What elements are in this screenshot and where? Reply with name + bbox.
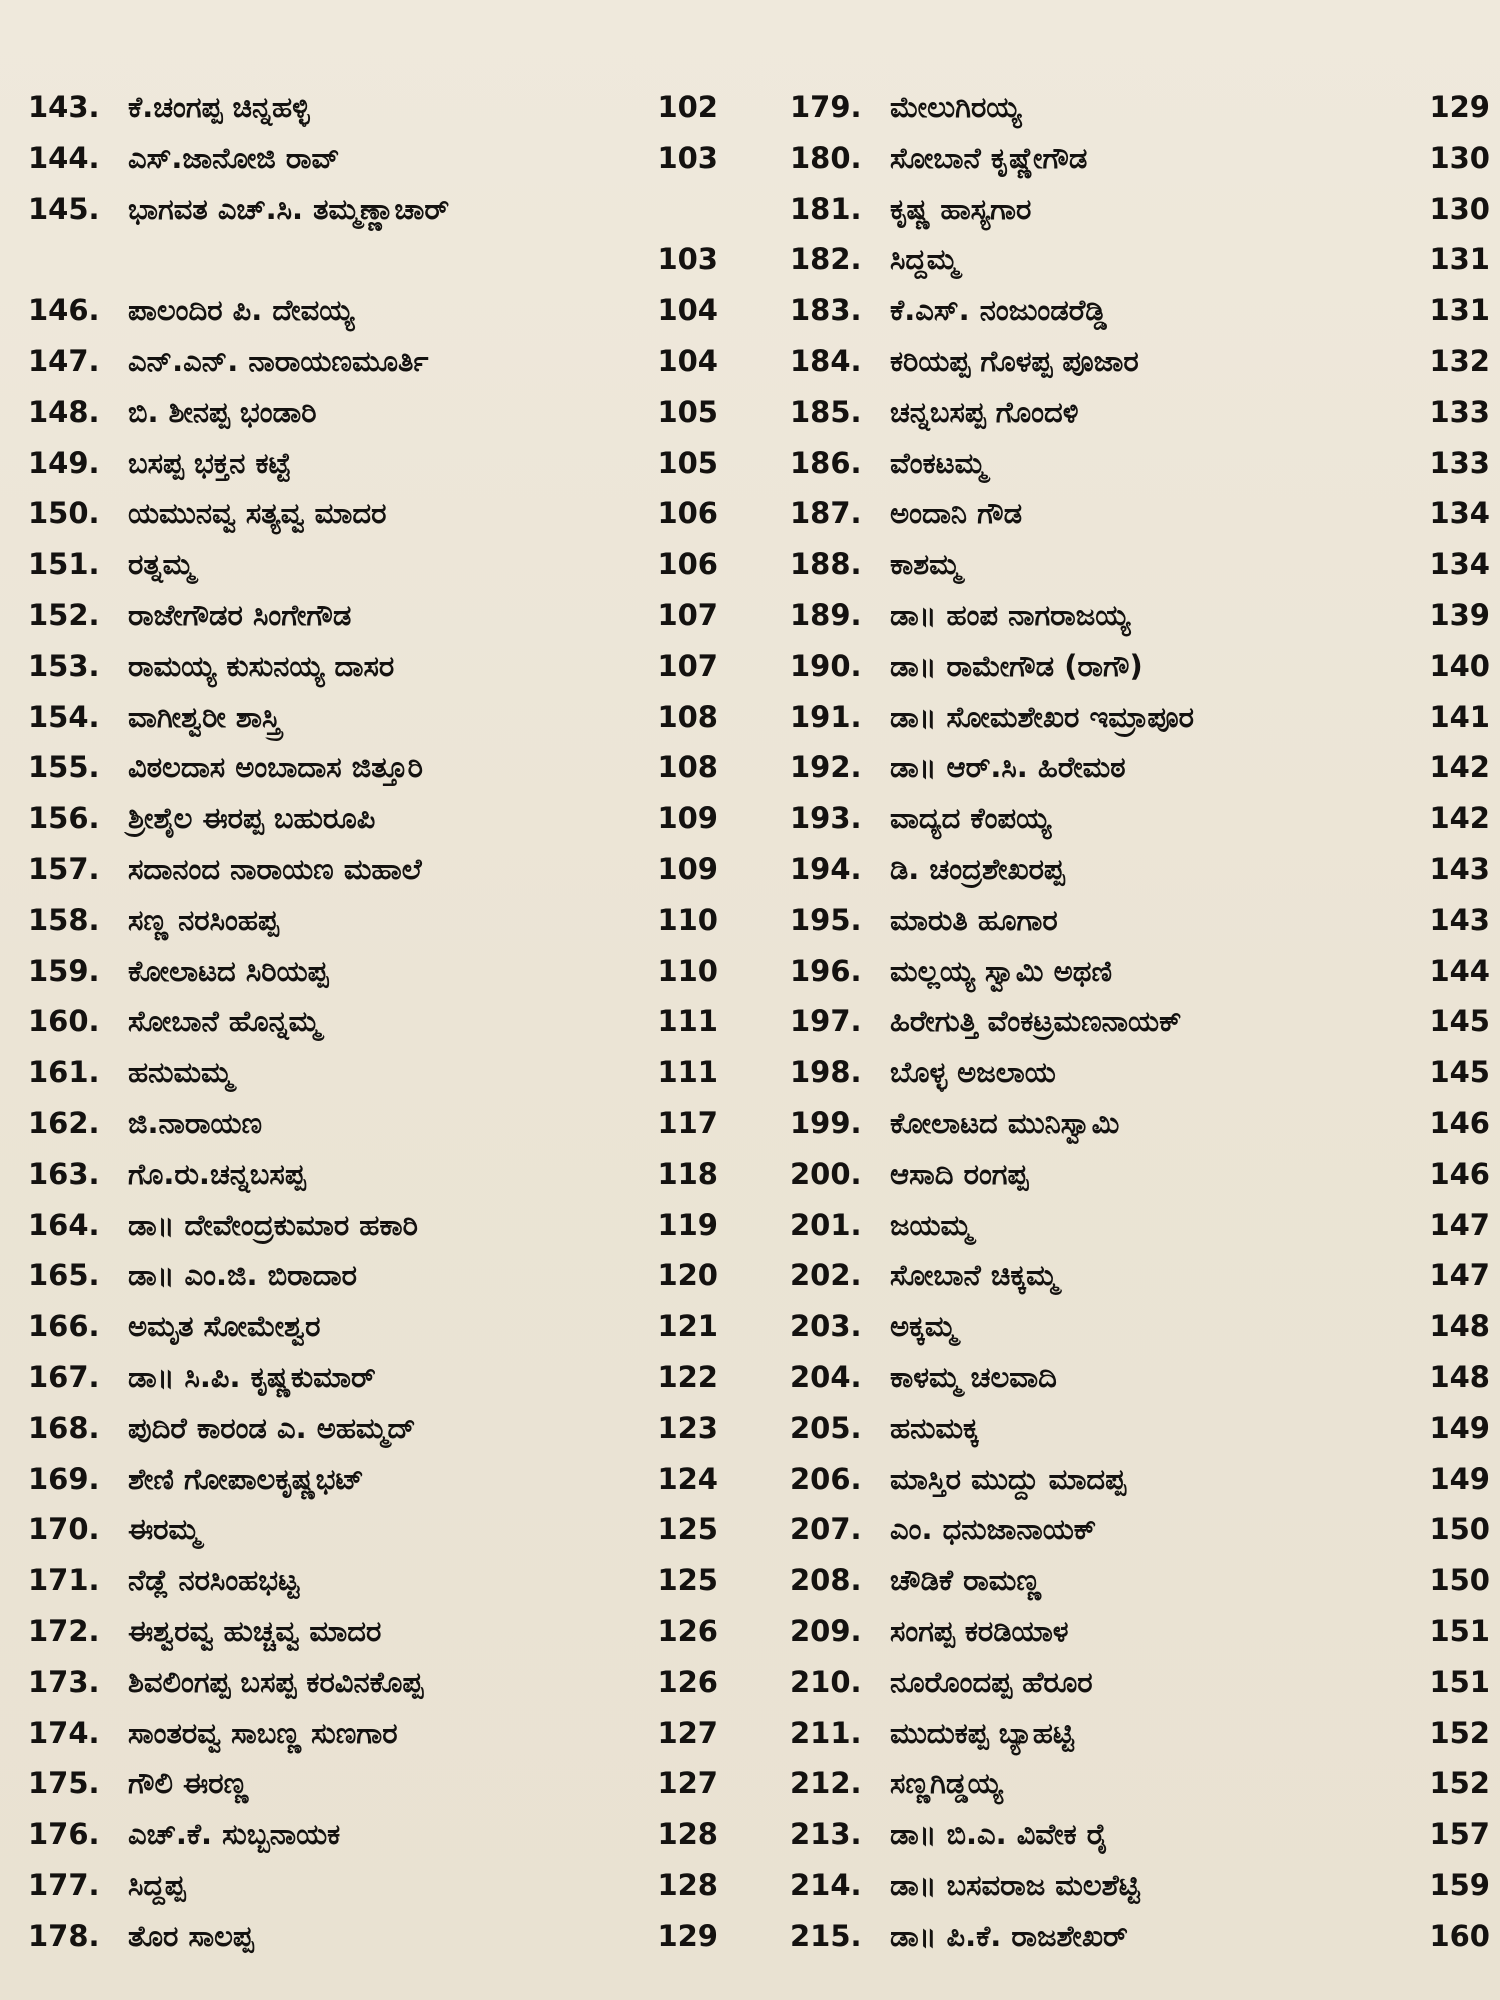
- entry-name: ಮಲ್ಲಯ್ಯ ಸ್ವಾಮಿ ಅಥಣಿ: [890, 953, 1113, 988]
- entry-page: 124: [657, 1461, 718, 1496]
- entry-name: ಡಾ॥ ಸಿ.ಪಿ. ಕೃಷ್ಣಕುಮಾರ್: [128, 1359, 376, 1394]
- entry-page: 105: [657, 445, 718, 480]
- entry-number: 200.: [790, 1156, 862, 1191]
- entry-number: 177.: [28, 1867, 100, 1902]
- index-entry: [790, 1606, 1490, 1657]
- index-entry: [28, 1403, 718, 1454]
- entry-number: 171.: [28, 1563, 100, 1598]
- entry-number: 197.: [790, 1004, 862, 1039]
- entry-number: 149.: [28, 445, 100, 480]
- entry-name: ನೆಡ್ಲೆ ನರಸಿಂಹಭಟ್ಟ: [128, 1563, 300, 1598]
- entry-number: 153.: [28, 648, 100, 683]
- entry-name: ಸಣ್ಣಗಿಡ್ಡಯ್ಯ: [890, 1766, 1003, 1801]
- index-entry: [790, 692, 1490, 743]
- entry-name: ಗೌಲಿ ಈರಣ್ಣ: [128, 1766, 249, 1801]
- entry-name: ಎಂ. ಧನುಜಾನಾಯಕ್: [890, 1512, 1097, 1547]
- entry-number: 169.: [28, 1461, 100, 1496]
- entry-page: 152: [1429, 1766, 1490, 1801]
- entry-page: 145: [1429, 1004, 1490, 1039]
- entry-name: ಕರಿಯಪ್ಪ ಗೊಳಪ್ಪ ಪೂಜಾರ: [890, 343, 1139, 378]
- entry-page: 110: [657, 902, 718, 937]
- index-entry: [28, 1911, 718, 1962]
- entry-number: 182.: [790, 242, 862, 277]
- entry-number: 199.: [790, 1105, 862, 1140]
- entry-number: 159.: [28, 953, 100, 988]
- entry-page: 107: [657, 648, 718, 683]
- entry-name: ತೊರ ಸಾಲಪ್ಪ: [128, 1918, 254, 1953]
- entry-name: ಅಮೃತ ಸೋಮೇಶ್ವರ: [128, 1309, 321, 1344]
- entry-name: ಡಾ॥ ಹಂಪ ನಾಗರಾಜಯ್ಯ: [890, 597, 1131, 632]
- entry-number: 193.: [790, 801, 862, 836]
- entry-number: 156.: [28, 801, 100, 836]
- entry-page: 121: [657, 1309, 718, 1344]
- index-entry: [28, 1454, 718, 1505]
- entry-page: 117: [657, 1105, 718, 1140]
- index-entry: [790, 1708, 1490, 1759]
- entry-name: ರಾಜೇಗೌಡರ ಸಿಂಗೇಗೌಡ: [128, 597, 352, 632]
- entry-name: ಸಂಗಪ್ಪ ಕರಡಿಯಾಳ: [890, 1613, 1069, 1648]
- entry-name: ಪಾಲಂದಿರ ಪಿ. ದೇವಯ್ಯ: [128, 293, 355, 328]
- entry-page: 130: [1429, 191, 1490, 226]
- entry-name: ಸೋಬಾನೆ ಕೃಷ್ಣೇಗೌಡ: [890, 140, 1088, 175]
- index-entry: [790, 387, 1490, 438]
- entry-page: 127: [657, 1715, 718, 1750]
- entry-page: 151: [1429, 1664, 1490, 1699]
- left-column: [28, 82, 718, 1961]
- entry-number: 168.: [28, 1410, 100, 1445]
- entry-number: 214.: [790, 1867, 862, 1902]
- entry-page: 151: [1429, 1613, 1490, 1648]
- entry-number: 167.: [28, 1359, 100, 1394]
- entry-name: ಚನ್ನಬಸಪ್ಪ ಗೊಂದಳಿ: [890, 394, 1079, 429]
- entry-number: 213.: [790, 1817, 862, 1852]
- index-entry: [28, 184, 718, 235]
- entry-page: 122: [657, 1359, 718, 1394]
- entry-number: 202.: [790, 1258, 862, 1293]
- entry-page: 106: [657, 547, 718, 582]
- entry-number: 190.: [790, 648, 862, 683]
- right-column: [790, 82, 1490, 1961]
- index-entry: [28, 692, 718, 743]
- entry-number: 185.: [790, 394, 862, 429]
- entry-page: 130: [1429, 140, 1490, 175]
- entry-name: ವಿಠಲದಾಸ ಅಂಬಾದಾಸ ಜಿತ್ತೂರಿ: [128, 750, 423, 785]
- index-entry: [790, 996, 1490, 1047]
- entry-page: 107: [657, 597, 718, 632]
- index-entry: [790, 285, 1490, 336]
- entry-name: ಹಿರೇಗುತ್ತಿ ವೆಂಕಟ್ರಮಣನಾಯಕ್: [890, 1004, 1182, 1039]
- index-entry: [790, 1860, 1490, 1911]
- index-entry: [28, 387, 718, 438]
- entry-page: 123: [657, 1410, 718, 1445]
- entry-page: 131: [1429, 293, 1490, 328]
- index-entry: [790, 488, 1490, 539]
- entry-page: 120: [657, 1258, 718, 1293]
- entry-name: ಚೌಡಿಕೆ ರಾಮಣ್ಣ: [890, 1563, 1041, 1598]
- entry-page: 109: [657, 801, 718, 836]
- entry-page: 133: [1429, 394, 1490, 429]
- entry-page: 159: [1429, 1867, 1490, 1902]
- entry-number: 178.: [28, 1918, 100, 1953]
- index-entry: [28, 1708, 718, 1759]
- entry-page: 144: [1429, 953, 1490, 988]
- entry-page: 149: [1429, 1461, 1490, 1496]
- index-entry: [28, 285, 718, 336]
- entry-number: 146.: [28, 293, 100, 328]
- index-entry: [790, 438, 1490, 489]
- index-entry: [790, 133, 1490, 184]
- index-entry: [28, 1352, 718, 1403]
- entry-name: ಡಾ॥ ದೇವೇಂದ್ರಕುಮಾರ ಹಕಾರಿ: [128, 1207, 418, 1242]
- entry-page: 147: [1429, 1258, 1490, 1293]
- entry-page: 134: [1429, 547, 1490, 582]
- index-entry: [790, 844, 1490, 895]
- entry-page: 105: [657, 394, 718, 429]
- entry-number: 173.: [28, 1664, 100, 1699]
- entry-number: 143.: [28, 90, 100, 124]
- entry-number: 205.: [790, 1410, 862, 1445]
- index-entry: [28, 1301, 718, 1352]
- index-entry: [28, 1504, 718, 1555]
- entry-page: 160: [1429, 1918, 1490, 1953]
- index-entry: [790, 234, 1490, 285]
- entry-name: ರತ್ನಮ್ಮ: [128, 547, 195, 582]
- index-entry: [790, 1200, 1490, 1251]
- index-entry: [28, 946, 718, 997]
- entry-page: 150: [1429, 1563, 1490, 1598]
- entry-number: 166.: [28, 1309, 100, 1344]
- entry-name: ಎಸ್.ಜಾನೋಜಿ ರಾವ್: [128, 140, 340, 175]
- entry-name: ಬಿ. ಶೀನಪ್ಪ ಭಂಡಾರಿ: [128, 394, 317, 429]
- entry-name: ಡಾ॥ ರಾಮೇಗೌಡ (ರಾಗೌ): [890, 648, 1143, 683]
- entry-name: ಅಕ್ಕಮ್ಮ: [890, 1309, 957, 1344]
- entry-number: 188.: [790, 547, 862, 582]
- index-entry: [790, 793, 1490, 844]
- entry-name: ಭಾಗವತ ಎಚ್.ಸಿ. ತಮ್ಮಣ್ಣಾಚಾರ್: [128, 191, 450, 226]
- entry-number: 152.: [28, 597, 100, 632]
- index-entry: [28, 1200, 718, 1251]
- entry-name: ಸೋಬಾನೆ ಚಿಕ್ಕಮ್ಮ: [890, 1258, 1058, 1293]
- index-entry: [790, 1657, 1490, 1708]
- entry-name: ಕೃಷ್ಣ ಹಾಸ್ಯಗಾರ: [890, 191, 1032, 226]
- index-entry: [790, 1758, 1490, 1809]
- entry-number: 207.: [790, 1512, 862, 1547]
- entry-name: ಯಮುನವ್ವ ಸತ್ಯವ್ವ ಮಾದರ: [128, 496, 387, 531]
- entry-page: 108: [657, 699, 718, 734]
- index-entry: [28, 488, 718, 539]
- entry-number: 206.: [790, 1461, 862, 1496]
- entry-name: ಡಾ॥ ಸೋಮಶೇಖರ ಇಮ್ರಾಪೂರ: [890, 699, 1194, 734]
- entry-name: ಆಸಾದಿ ರಂಗಪ್ಪ: [890, 1156, 1029, 1191]
- entry-number: 204.: [790, 1359, 862, 1394]
- index-entry: [28, 1047, 718, 1098]
- entry-page: 118: [657, 1156, 718, 1191]
- entry-name: ವಾದ್ಯದ ಕೆಂಪಯ್ಯ: [890, 801, 1052, 836]
- entry-page: 125: [657, 1512, 718, 1547]
- entry-name: ರಾಮಯ್ಯ ಕುಸುನಯ್ಯ ದಾಸರ: [128, 648, 395, 683]
- entry-page: 102: [657, 90, 718, 124]
- entry-name: ಅಂದಾನಿ ಗೌಡ: [890, 496, 1023, 531]
- entry-page: 148: [1429, 1359, 1490, 1394]
- entry-name: ಕೆ.ಎಸ್. ನಂಜುಂಡರೆಡ್ಡಿ: [890, 293, 1107, 328]
- entry-number: 209.: [790, 1613, 862, 1648]
- index-entry: [28, 438, 718, 489]
- entry-number: 208.: [790, 1563, 862, 1598]
- entry-page: 143: [1429, 851, 1490, 886]
- index-entry: [28, 1860, 718, 1911]
- entry-name: ಪುದಿರೆ ಕಾರಂಡ ಎ. ಅಹಮ್ಮದ್: [128, 1410, 416, 1445]
- index-entry: [28, 336, 718, 387]
- entry-page: 146: [1429, 1105, 1490, 1140]
- entry-number: 147.: [28, 343, 100, 378]
- entry-name: ನೂರೊಂದಪ್ಪ ಹೆರೂರ: [890, 1664, 1093, 1699]
- entry-number: 211.: [790, 1715, 862, 1750]
- entry-name: ಡಾ॥ ಬಸವರಾಜ ಮಲಶೆಟ್ಟಿ: [890, 1867, 1140, 1902]
- entry-number: 148.: [28, 394, 100, 429]
- entry-name: ಮಾಸ್ತಿರ ಮುದ್ದು ಮಾದಪ್ಪ: [890, 1461, 1126, 1496]
- entry-number: 194.: [790, 851, 862, 886]
- entry-number: 183.: [790, 293, 862, 328]
- entry-number: 179.: [790, 90, 862, 124]
- index-entry: [28, 1758, 718, 1809]
- entry-number: 157.: [28, 851, 100, 886]
- index-entry: [790, 184, 1490, 235]
- index-entry: [790, 1504, 1490, 1555]
- entry-number: 203.: [790, 1309, 862, 1344]
- entry-number: 163.: [28, 1156, 100, 1191]
- entry-page: 129: [657, 1918, 718, 1953]
- entry-page: 142: [1429, 801, 1490, 836]
- entry-name: ಸೋಬಾನೆ ಹೊನ್ನಮ್ಮ: [128, 1004, 321, 1039]
- entry-page: 119: [657, 1207, 718, 1242]
- entry-name: ಡಾ॥ ಬಿ.ಎ. ವಿವೇಕ ರೈ: [890, 1817, 1109, 1852]
- index-entry: [28, 1606, 718, 1657]
- entry-page: 128: [657, 1867, 718, 1902]
- entry-page: 125: [657, 1563, 718, 1598]
- entry-page: 109: [657, 851, 718, 886]
- index-entry: [28, 996, 718, 1047]
- entry-name: ಗೊ.ರು.ಚನ್ನಬಸಪ್ಪ: [128, 1156, 306, 1191]
- index-entry: [28, 1809, 718, 1860]
- index-entry: [790, 1149, 1490, 1200]
- index-entry: [28, 539, 718, 590]
- index-entry: [28, 895, 718, 946]
- entry-number: 215.: [790, 1918, 862, 1953]
- entry-name: ಕಾಶಮ್ಮ: [890, 547, 961, 582]
- entry-number: 176.: [28, 1817, 100, 1852]
- entry-number: 201.: [790, 1207, 862, 1242]
- entry-number: 210.: [790, 1664, 862, 1699]
- index-entry: [790, 1352, 1490, 1403]
- entry-number: 196.: [790, 953, 862, 988]
- entry-number: 145.: [28, 191, 100, 226]
- entry-name: ಕೋಲಾಟದ ಮುನಿಸ್ವಾಮಿ: [890, 1105, 1120, 1140]
- entry-name: ಸಣ್ಣ ನರಸಿಂಹಪ್ಪ: [128, 902, 279, 937]
- entry-number: 192.: [790, 750, 862, 785]
- entry-number: 154.: [28, 699, 100, 734]
- index-entry: [790, 1301, 1490, 1352]
- entry-number: 172.: [28, 1613, 100, 1648]
- index-entry: [28, 133, 718, 184]
- entry-number: 186.: [790, 445, 862, 480]
- entry-name: ಈಶ್ವರವ್ವ ಹುಚ್ಚವ್ವ ಮಾದರ: [128, 1613, 382, 1648]
- entry-name: ಡಿ. ಚಂದ್ರಶೇಖರಪ್ಪ: [890, 851, 1065, 886]
- entry-number: 212.: [790, 1766, 862, 1801]
- entry-page: 133: [1429, 445, 1490, 480]
- entry-name: ಈರಮ್ಮ: [128, 1512, 201, 1547]
- entry-name: ಶೇಣಿ ಗೋಪಾಲಕೃಷ್ಣಭಟ್: [128, 1461, 364, 1496]
- index-entry: [790, 895, 1490, 946]
- index-entry: [790, 742, 1490, 793]
- entry-number: 181.: [790, 191, 862, 226]
- entry-name: ಕೋಲಾಟದ ಸಿರಿಯಪ್ಪ: [128, 953, 329, 988]
- entry-name: ಮೇಲುಗಿರಯ್ಯ: [890, 90, 1022, 124]
- index-entry: [790, 539, 1490, 590]
- entry-name: ಸಿದ್ದಮ್ಮ: [890, 242, 959, 277]
- entry-page: 104: [657, 293, 718, 328]
- entry-page: 152: [1429, 1715, 1490, 1750]
- entry-name: ಕೆ.ಚಂಗಪ್ಪ ಚಿನ್ನಹಳ್ಳಿ: [128, 90, 310, 124]
- entry-name: ಬಸಪ್ಪ ಭಕ್ತನ ಕಟ್ಟೆ: [128, 445, 291, 480]
- entry-page: 150: [1429, 1512, 1490, 1547]
- index-entry: [28, 742, 718, 793]
- entry-page: 103: [657, 140, 718, 175]
- index-entry: [790, 1454, 1490, 1505]
- entry-number: 164.: [28, 1207, 100, 1242]
- index-entry: [790, 946, 1490, 997]
- entry-number: 144.: [28, 140, 100, 175]
- entry-name: ಹನುಮಕ್ಕ: [890, 1410, 979, 1445]
- entry-number: 180.: [790, 140, 862, 175]
- entry-page: 111: [657, 1055, 718, 1090]
- entry-number: 155.: [28, 750, 100, 785]
- entry-page: 134: [1429, 496, 1490, 531]
- entry-name: ಕಾಳಮ್ಮ ಚಲವಾದಿ: [890, 1359, 1057, 1394]
- index-entry: [790, 1250, 1490, 1301]
- entry-page: 106: [657, 496, 718, 531]
- index-entry: [28, 1149, 718, 1200]
- index-entry: [790, 1047, 1490, 1098]
- entry-page: 157: [1429, 1817, 1490, 1852]
- entry-name: ಸಾಂತರವ್ವ ಸಾಬಣ್ಣ ಸುಣಗಾರ: [128, 1715, 398, 1750]
- entry-number: 191.: [790, 699, 862, 734]
- index-entry: [790, 1809, 1490, 1860]
- index-entry: [28, 1657, 718, 1708]
- index-entry: [28, 793, 718, 844]
- index-entry-continuation: [28, 234, 718, 285]
- index-entry: [28, 82, 718, 133]
- entry-number: 175.: [28, 1766, 100, 1801]
- entry-name: ಡಾ॥ ಆರ್.ಸಿ. ಹಿರೇಮಠ: [890, 750, 1126, 785]
- entry-page: 145: [1429, 1055, 1490, 1090]
- entry-name: ಬೊಳ್ಳ ಅಜಲಾಯ: [890, 1055, 1056, 1090]
- index-entry: [28, 590, 718, 641]
- entry-page: 140: [1429, 648, 1490, 683]
- entry-name: ಜಿ.ನಾರಾಯಣ: [128, 1105, 263, 1140]
- entry-name: ಶ್ರೀಶೈಲ ಈರಪ್ಪ ಬಹುರೂಪಿ: [128, 801, 376, 836]
- entry-number: 187.: [790, 496, 862, 531]
- entry-page: 143: [1429, 902, 1490, 937]
- index-entry: [28, 1250, 718, 1301]
- index-entry: [790, 641, 1490, 692]
- entry-page: 127: [657, 1766, 718, 1801]
- index-entry: [790, 1403, 1490, 1454]
- entry-page: 126: [657, 1664, 718, 1699]
- entry-page: 104: [657, 343, 718, 378]
- entry-name: ಶಿವಲಿಂಗಪ್ಪ ಬಸಪ್ಪ ಕರವಿನಕೊಪ್ಪ: [128, 1664, 424, 1699]
- entry-number: 184.: [790, 343, 862, 378]
- entry-number: 158.: [28, 902, 100, 937]
- entry-name: ವೆಂಕಟಮ್ಮ: [890, 445, 987, 480]
- index-entry: [790, 82, 1490, 133]
- entry-number: 162.: [28, 1105, 100, 1140]
- entry-number: 161.: [28, 1055, 100, 1090]
- entry-name: ಮುದುಕಪ್ಪ ಬ್ಯಾಹಟ್ಟಿ: [890, 1715, 1074, 1750]
- entry-number: 160.: [28, 1004, 100, 1039]
- entry-number: 170.: [28, 1512, 100, 1547]
- entry-number: 151.: [28, 547, 100, 582]
- index-entry: [790, 1098, 1490, 1149]
- entry-page: 141: [1429, 699, 1490, 734]
- entry-page: 110: [657, 953, 718, 988]
- entry-number: 189.: [790, 597, 862, 632]
- entry-page: 149: [1429, 1410, 1490, 1445]
- entry-page: 139: [1429, 597, 1490, 632]
- index-entry: [790, 336, 1490, 387]
- entry-page: 147: [1429, 1207, 1490, 1242]
- entry-page: 111: [657, 1004, 718, 1039]
- entry-page: 148: [1429, 1309, 1490, 1344]
- index-entry: [28, 1555, 718, 1606]
- entry-name: ಎಚ್.ಕೆ. ಸುಬ್ಬನಾಯಕ: [128, 1817, 341, 1852]
- entry-page: 146: [1429, 1156, 1490, 1191]
- entry-number: 198.: [790, 1055, 862, 1090]
- index-entry: [790, 1555, 1490, 1606]
- entry-page: 126: [657, 1613, 718, 1648]
- entry-page: 129: [1429, 90, 1490, 124]
- index-entry: [790, 590, 1490, 641]
- entry-name: ಎನ್.ಎನ್. ನಾರಾಯಣಮೂರ್ತಿ: [128, 343, 429, 378]
- entry-name: ಮಾರುತಿ ಹೂಗಾರ: [890, 902, 1058, 937]
- entry-number: 150.: [28, 496, 100, 531]
- index-entry: [28, 641, 718, 692]
- entry-name: ವಾಗೀಶ್ವರೀ ಶಾಸ್ತ್ರಿ: [128, 699, 281, 734]
- entry-name: ಜಯಮ್ಮ: [890, 1207, 973, 1242]
- entry-page: 132: [1429, 343, 1490, 378]
- entry-name: ಸದಾನಂದ ನಾರಾಯಣ ಮಹಾಲೆ: [128, 851, 422, 886]
- entry-page: 142: [1429, 750, 1490, 785]
- entry-name: ಡಾ॥ ಎಂ.ಜಿ. ಬಿರಾದಾರ: [128, 1258, 357, 1293]
- entry-page: 128: [657, 1817, 718, 1852]
- entry-name: ಸಿದ್ದಪ್ಪ: [128, 1867, 186, 1902]
- entry-number: 174.: [28, 1715, 100, 1750]
- entry-name: ಡಾ॥ ಪಿ.ಕೆ. ರಾಜಶೇಖರ್: [890, 1918, 1128, 1953]
- entry-page: 103: [657, 242, 718, 277]
- index-entry: [790, 1911, 1490, 1962]
- index-entry: [28, 844, 718, 895]
- entry-page: 131: [1429, 242, 1490, 277]
- entry-number: 165.: [28, 1258, 100, 1293]
- entry-page: 108: [657, 750, 718, 785]
- index-entry: [28, 1098, 718, 1149]
- entry-name: ಹನುಮಮ್ಮ: [128, 1055, 233, 1090]
- entry-number: 195.: [790, 902, 862, 937]
